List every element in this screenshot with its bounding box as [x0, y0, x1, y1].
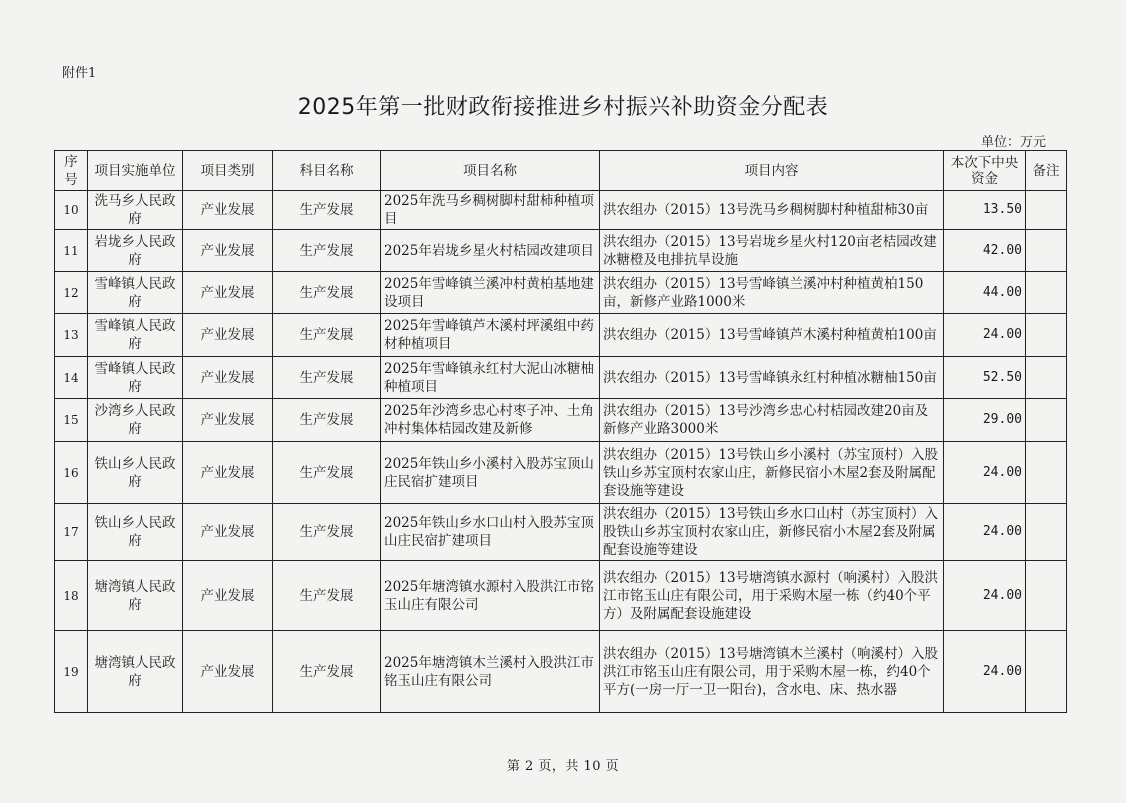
cell-category: 产业发展 [183, 631, 273, 713]
cell-no: 14 [55, 357, 88, 399]
table-row [55, 504, 1067, 561]
cell-note [1026, 631, 1067, 713]
cell-project-name: 2025年铁山乡小溪村入股苏宝顶山庄民宿扩建项目 [381, 442, 600, 504]
table-row [55, 357, 1067, 399]
cell-no: 18 [55, 561, 88, 631]
cell-note [1026, 504, 1067, 561]
table-row [55, 442, 1067, 504]
cell-no: 19 [55, 631, 88, 713]
cell-project-content: 洪农组办（2015）13号岩垅乡星火村120亩老桔园改建冰糖橙及电排抗旱设施 [600, 230, 944, 272]
cell-subject: 生产发展 [273, 504, 381, 561]
cell-no: 15 [55, 399, 88, 442]
cell-project-name: 2025年塘湾镇水源村入股洪江市铭玉山庄有限公司 [381, 561, 600, 631]
table-row [55, 314, 1067, 357]
cell-subject: 生产发展 [273, 191, 381, 230]
cell-project-name: 2025年雪峰镇芦木溪村坪溪组中药材种植项目 [381, 314, 600, 357]
cell-no: 10 [55, 191, 88, 230]
cell-unit: 岩垅乡人民政府 [88, 230, 183, 272]
cell-unit: 塘湾镇人民政府 [88, 561, 183, 631]
cell-unit: 雪峰镇人民政府 [88, 357, 183, 399]
header-unit: 项目实施单位 [88, 151, 183, 191]
cell-note [1026, 399, 1067, 442]
cell-unit: 铁山乡人民政府 [88, 442, 183, 504]
cell-amount: 29.00 [944, 399, 1026, 442]
cell-unit: 塘湾镇人民政府 [88, 631, 183, 713]
cell-category: 产业发展 [183, 399, 273, 442]
cell-subject: 生产发展 [273, 357, 381, 399]
table-row [55, 272, 1067, 314]
cell-amount: 42.00 [944, 230, 1026, 272]
cell-no: 12 [55, 272, 88, 314]
cell-no: 16 [55, 442, 88, 504]
cell-project-name: 2025年雪峰镇兰溪冲村黄柏基地建设项目 [381, 272, 600, 314]
table-row [55, 230, 1067, 272]
page-footer: 第 2 页，共 10 页 [506, 759, 620, 774]
cell-subject: 生产发展 [273, 631, 381, 713]
header-category: 项目类别 [183, 151, 273, 191]
cell-amount: 24.00 [944, 561, 1026, 631]
cell-project-name: 2025年洗马乡稠树脚村甜柿种植项目 [381, 191, 600, 230]
cell-amount: 52.50 [944, 357, 1026, 399]
cell-unit: 雪峰镇人民政府 [88, 272, 183, 314]
cell-amount: 24.00 [944, 504, 1026, 561]
header-project-content: 项目内容 [600, 151, 944, 191]
document-title: 2025年第一批财政衔接推进乡村振兴补助资金分配表 [297, 95, 829, 120]
cell-project-content: 洪农组办（2015）13号塘湾镇木兰溪村（响溪村）入股洪江市铭玉山庄有限公司，用于采购木屋一栋，约40个平方(一房一厅一卫一阳台)，含水电、床、热水器 [600, 631, 944, 713]
cell-project-name: 2025年沙湾乡忠心村枣子冲、土角冲村集体桔园改建及新修 [381, 399, 600, 442]
cell-subject: 生产发展 [273, 314, 381, 357]
cell-note [1026, 230, 1067, 272]
attachment-label: 附件1 [62, 66, 97, 81]
cell-category: 产业发展 [183, 442, 273, 504]
cell-note [1026, 357, 1067, 399]
cell-category: 产业发展 [183, 561, 273, 631]
cell-category: 产业发展 [183, 357, 273, 399]
cell-category: 产业发展 [183, 272, 273, 314]
cell-category: 产业发展 [183, 230, 273, 272]
cell-amount: 13.50 [944, 191, 1026, 230]
cell-note [1026, 314, 1067, 357]
cell-project-content: 洪农组办（2015）13号雪峰镇芦木溪村种植黄柏100亩 [600, 314, 944, 357]
cell-project-content: 洪农组办（2015）13号洗马乡稠树脚村种植甜柿30亩 [600, 191, 944, 230]
cell-no: 13 [55, 314, 88, 357]
cell-project-name: 2025年岩垅乡星火村桔园改建项目 [381, 230, 600, 272]
table-row [55, 191, 1067, 230]
allocation-table [54, 150, 1067, 713]
header-no: 序号 [55, 151, 88, 191]
cell-unit: 洗马乡人民政府 [88, 191, 183, 230]
table-row [55, 561, 1067, 631]
cell-unit: 沙湾乡人民政府 [88, 399, 183, 442]
cell-no: 11 [55, 230, 88, 272]
cell-subject: 生产发展 [273, 272, 381, 314]
header-note: 备注 [1026, 151, 1067, 191]
cell-project-content: 洪农组办（2015）13号沙湾乡忠心村桔园改建20亩及新修产业路3000米 [600, 399, 944, 442]
cell-note [1026, 272, 1067, 314]
cell-unit: 铁山乡人民政府 [88, 504, 183, 561]
cell-no: 17 [55, 504, 88, 561]
cell-category: 产业发展 [183, 504, 273, 561]
cell-amount: 24.00 [944, 314, 1026, 357]
cell-project-content: 洪农组办（2015）13号铁山乡水口山村（苏宝顶村）入股铁山乡苏宝顶村农家山庄，新修民宿小木屋2套及附属配套设施等建设 [600, 504, 944, 561]
table-row [55, 631, 1067, 713]
unit-label: 单位：万元 [980, 135, 1046, 150]
cell-unit: 雪峰镇人民政府 [88, 314, 183, 357]
cell-project-content: 洪农组办（2015）13号铁山乡小溪村（苏宝顶村）入股铁山乡苏宝顶村农家山庄，新修民宿小木屋2套及附属配套设施等建设 [600, 442, 944, 504]
cell-subject: 生产发展 [273, 230, 381, 272]
cell-project-content: 洪农组办（2015）13号雪峰镇兰溪冲村种植黄柏150亩，新修产业路1000米 [600, 272, 944, 314]
header-subject: 科目名称 [273, 151, 381, 191]
cell-subject: 生产发展 [273, 561, 381, 631]
cell-subject: 生产发展 [273, 442, 381, 504]
table-row [55, 399, 1067, 442]
cell-project-name: 2025年铁山乡水口山村入股苏宝顶山庄民宿扩建项目 [381, 504, 600, 561]
cell-subject: 生产发展 [273, 399, 381, 442]
cell-category: 产业发展 [183, 314, 273, 357]
cell-project-name: 2025年雪峰镇永红村大泥山冰糖柚种植项目 [381, 357, 600, 399]
cell-project-content: 洪农组办（2015）13号雪峰镇永红村种植冰糖柚150亩 [600, 357, 944, 399]
header-project-name: 项目名称 [381, 151, 600, 191]
cell-project-name: 2025年塘湾镇木兰溪村入股洪江市铭玉山庄有限公司 [381, 631, 600, 713]
table-header-row [55, 151, 1067, 191]
cell-note [1026, 442, 1067, 504]
cell-note [1026, 561, 1067, 631]
cell-note [1026, 191, 1067, 230]
header-amount: 本次下中央资金 [944, 151, 1026, 191]
cell-project-content: 洪农组办（2015）13号塘湾镇水源村（响溪村）入股洪江市铭玉山庄有限公司，用于采购木屋一栋（约40个平方）及附属配套设施建设 [600, 561, 944, 631]
cell-category: 产业发展 [183, 191, 273, 230]
cell-amount: 24.00 [944, 631, 1026, 713]
cell-amount: 44.00 [944, 272, 1026, 314]
cell-amount: 24.00 [944, 442, 1026, 504]
